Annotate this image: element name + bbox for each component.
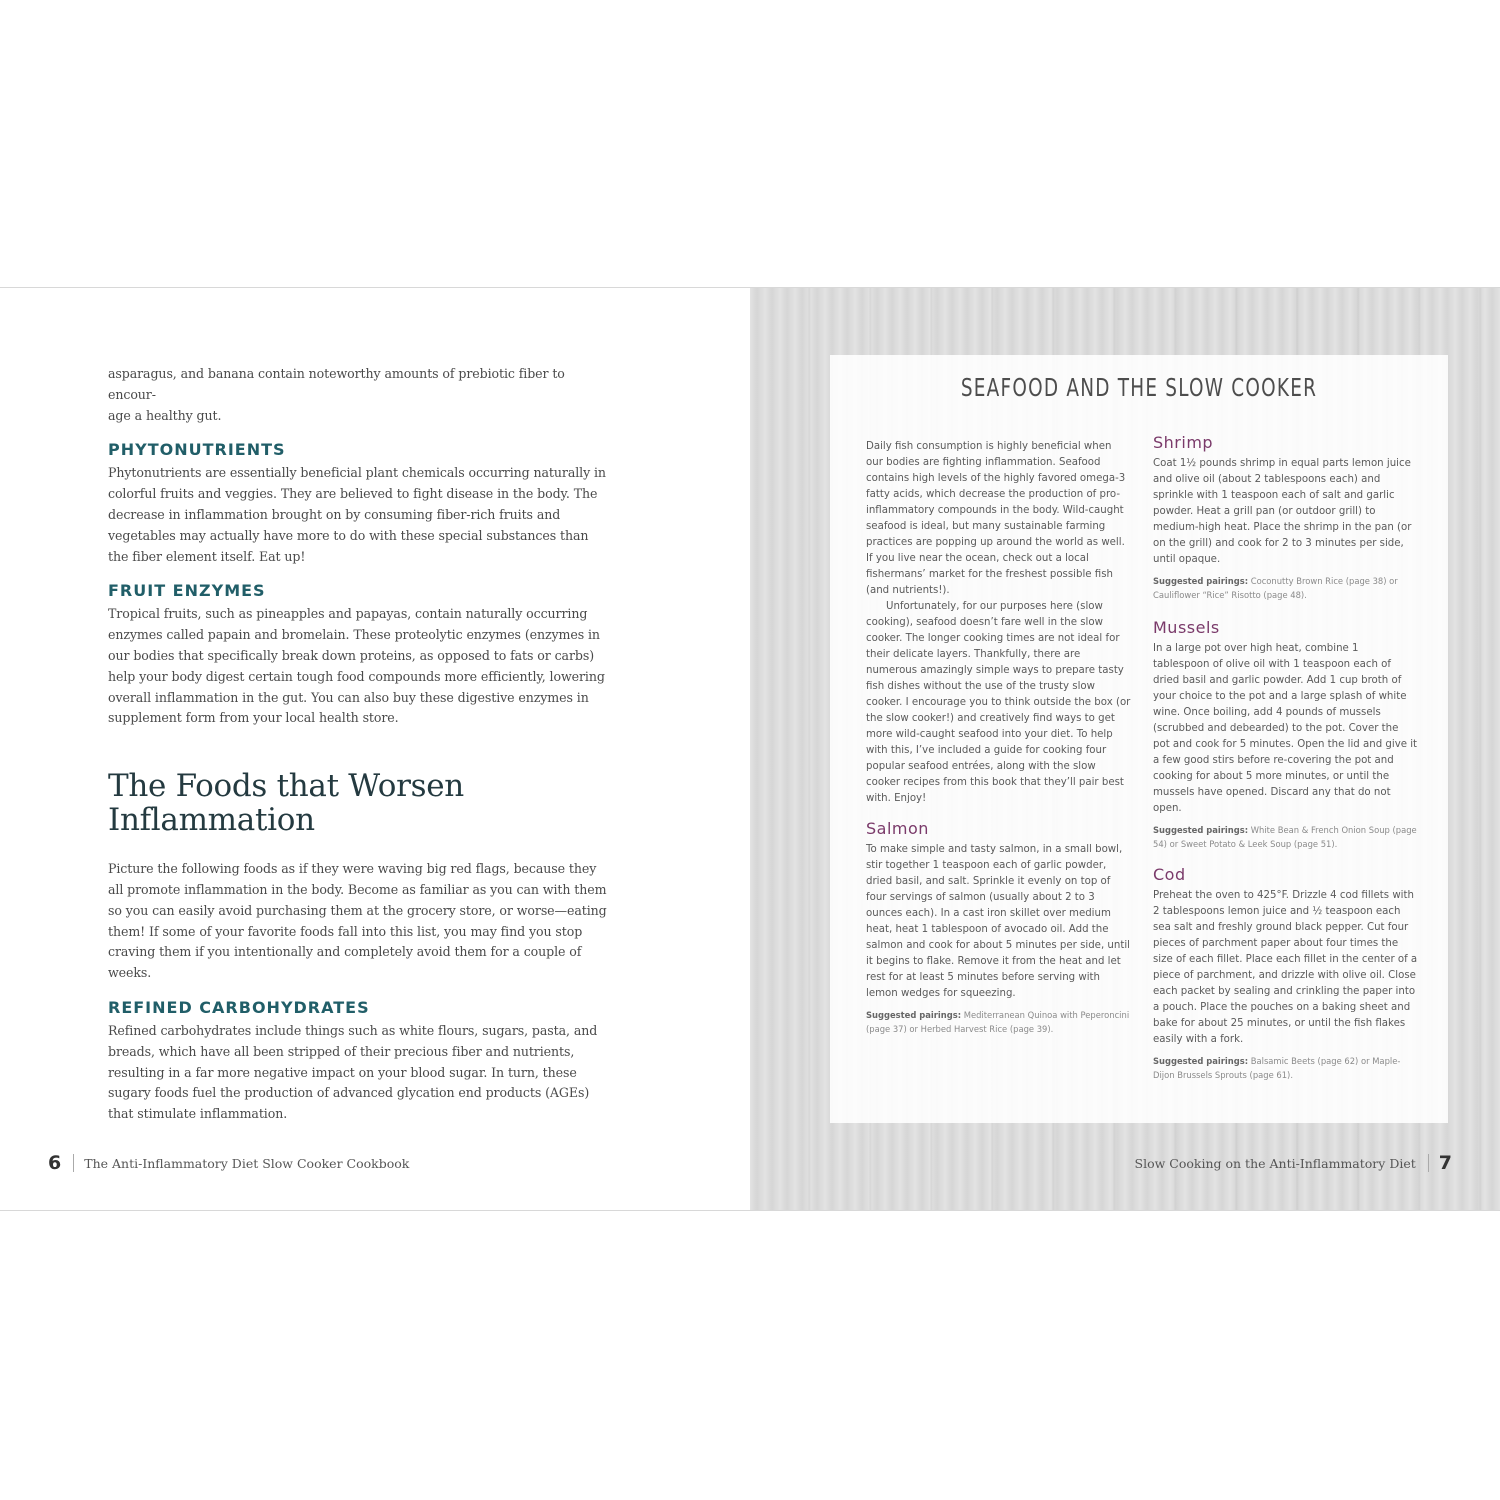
cod-text: Preheat the oven to 425°F. Drizzle 4 cod fillets with 2 tablespoons lemon juice and ½ teaspoon each sea salt and freshly ground black pepper. Cut four pieces of parchment paper about four times the size of each fillet. Place each fillet in the center of a piece of parchment, and drizzle with olive oil. Close each packet by sealing and crinkling the paper into a pouch. Place the pouches on a baking sheet and bake for about 25 minutes, or until the fish flakes easily with a fork. xyxy=(1153,890,1418,1045)
mussels-pairings-text: White Bean & French Onion Soup (page 54) or Sweet Potato & Leek Soup (page 51). xyxy=(1153,825,1417,849)
intro-paragraph-2: Unfortunately, for our purposes here (slow cooking), seafood doesn’t fare well in the slow cooker. The longer cooking times are not ideal for their delicate layers. Thankfully, there are numerous amazingly simple ways to prepare tasty fish dishes without the use of the trusty slow cooker. I encourage you to think outside the box (or the slow cooker!) and creatively find ways to get more wild-caught seafood into your diet. To help with this, I’ve included a guide for cooking four popular seafood entrées, along with the slow cooker recipes from this book that they’ll pair best with. Enjoy! xyxy=(866,601,1131,804)
fruit-enzymes-heading: FRUIT ENZYMES xyxy=(108,581,266,601)
shrimp-pairings xyxy=(1153,574,1418,602)
footer-divider xyxy=(1428,1154,1429,1172)
salmon-pairings xyxy=(866,1008,1131,1036)
sidebar-right-column xyxy=(1153,433,1418,1082)
intro-paragraph xyxy=(108,364,608,426)
sidebar-left-column xyxy=(866,439,1131,1036)
pairings-label: Suggested pairings: xyxy=(1153,825,1249,835)
phytonutrients-heading: PHYTONUTRIENTS xyxy=(108,440,286,460)
mussels-text: In a large pot over high heat, combine 1 tablespoon of olive oil with 1 teaspoon each of dried basil and garlic powder. Add 1 cup broth of your choice to the pot and a large splash of white wine. Once boiling, add 4 pounds of mussels (scrubbed and debearded) to the pot. Cover the pot and cook for 5 minutes. Open the lid and give it a few good stirs before re-covering the pot and cooking for about 5 more minutes, or until the mussels have opened. Discard any that do not open. xyxy=(1153,643,1418,814)
pairings-label: Suggested pairings: xyxy=(866,1010,962,1020)
intro-paragraph-1: Daily fish consumption is highly beneficial when our bodies are fighting inflammation. Seafood contains high levels of the highly favored omega-3 fatty acids, which decrease the production of pro-inflammatory compounds in the body. Wild-caught seafood is ideal, but many sustainable farming practices are popping up around the world as well. If you live near the ocean, check out a local fishermans’ market for the freshest possible fish (and nutrients!). xyxy=(866,441,1126,596)
book-title: The Anti-Inflammatory Diet Slow Cooker Cookbook xyxy=(84,1155,410,1171)
footer-divider xyxy=(73,1154,74,1172)
shrimp-text: Coat 1½ pounds shrimp in equal parts lemon juice and olive oil (about 2 tablespoons each) and sprinkle with 1 teaspoon each of salt and garlic powder. Heat a grill pan (or outdoor grill) to medium-high heat. Place the shrimp in the pan (or on the grill) and cook for 2 to 3 minutes per side, until opaque. xyxy=(1153,458,1412,565)
book-spread xyxy=(0,287,1500,1211)
mussels-pairings xyxy=(1153,823,1418,851)
intro-line-1: asparagus, and banana contain noteworthy amounts of prebiotic fiber to encour- xyxy=(108,366,565,402)
left-page-number: 6 xyxy=(48,1152,62,1174)
right-footer xyxy=(1135,1152,1452,1174)
cod-pairings xyxy=(1153,1054,1418,1082)
main-heading-line-1: The Foods that Worsen xyxy=(108,768,464,805)
main-heading-line-2: Inflammation xyxy=(108,802,315,839)
left-page xyxy=(0,288,750,1210)
right-page-number: 7 xyxy=(1438,1152,1452,1174)
fruit-enzymes-text: Tropical fruits, such as pineapples and papayas, contain naturally occurring enzymes called papain and bromelain. These proteolytic enzymes (enzymes in our bodies that specifically break down proteins, as opposed to fats or carbs) help your body digest certain tough food compounds more efficiently, lowering overall inflammation in the gut. You can also buy these digestive enzymes in supplement form from your local health store. xyxy=(108,606,605,726)
refined-carbs-text: Refined carbohydrates include things such as white flours, sugars, pasta, and breads, which have all been stripped of their precious fiber and nutrients, resulting in a far more negative impact on your blood sugar. In turn, these sugary foods fuel the production of advanced glycation end products (AGEs) that stimulate inflammation. xyxy=(108,1022,598,1122)
left-footer xyxy=(48,1152,409,1174)
right-page xyxy=(750,288,1500,1210)
mussels-heading: Mussels xyxy=(1153,618,1220,637)
pairings-label: Suggested pairings: xyxy=(1153,576,1249,586)
main-heading-text: Picture the following foods as if they were waving big red flags, because they all promote inflammation in the body. Become as familiar as you can with them so you can easily avoid purchasing them at the grocery store, or worse—eating them! If some of your favorite foods fall into this list, you may find you stop craving them if you intentionally and completely avoid them for a couple of weeks. xyxy=(108,861,607,981)
left-page-content xyxy=(108,364,608,1125)
salmon-pairings-text: Mediterranean Quinoa with Peperoncini (page 37) or Herbed Harvest Rice (page 39). xyxy=(866,1010,1130,1034)
salmon-text: To make simple and tasty salmon, in a small bowl, stir together 1 teaspoon each of garlic powder, dried basil, and salt. Sprinkle it evenly on top of four servings of salmon (usually about 2 to 3 ounces each). In a cast iron skillet over medium heat, heat 1 tablespoon of avocado oil. Add the salmon and cook for about 5 minutes per side, until it begins to flake. Remove it from the heat and let rest for at least 5 minutes before serving with lemon wedges for squeezing. xyxy=(866,844,1130,999)
intro-line-2: age a healthy gut. xyxy=(108,407,222,423)
pairings-label: Suggested pairings: xyxy=(1153,1056,1249,1066)
cod-heading: Cod xyxy=(1153,865,1186,884)
phytonutrients-text: Phytonutrients are essentially beneficial plant chemicals occurring naturally in colorful fruits and veggies. They are believed to fight disease in the body. The decrease in inflammation brought on by consuming fiber-rich fruits and vegetables may actually have more to do with these special substances than the fiber element itself. Eat up! xyxy=(108,465,606,564)
section-title: Slow Cooking on the Anti-Inflammatory Diet xyxy=(1134,1155,1416,1171)
cod-pairings-text: Balsamic Beets (page 62) or Maple-Dijon Brussels Sprouts (page 61). xyxy=(1153,1056,1401,1080)
main-heading xyxy=(108,769,608,837)
salmon-heading: Salmon xyxy=(866,819,929,838)
seafood-sidebar-box xyxy=(830,355,1448,1123)
shrimp-pairings-text: Coconutty Brown Rice (page 38) or Cauliflower “Rice” Risotto (page 48). xyxy=(1153,576,1398,600)
sidebar-title: SEAFOOD AND THE SLOW COOKER xyxy=(960,373,1318,402)
shrimp-heading: Shrimp xyxy=(1153,433,1214,452)
refined-carbs-heading: REFINED CARBOHYDRATES xyxy=(108,997,370,1017)
